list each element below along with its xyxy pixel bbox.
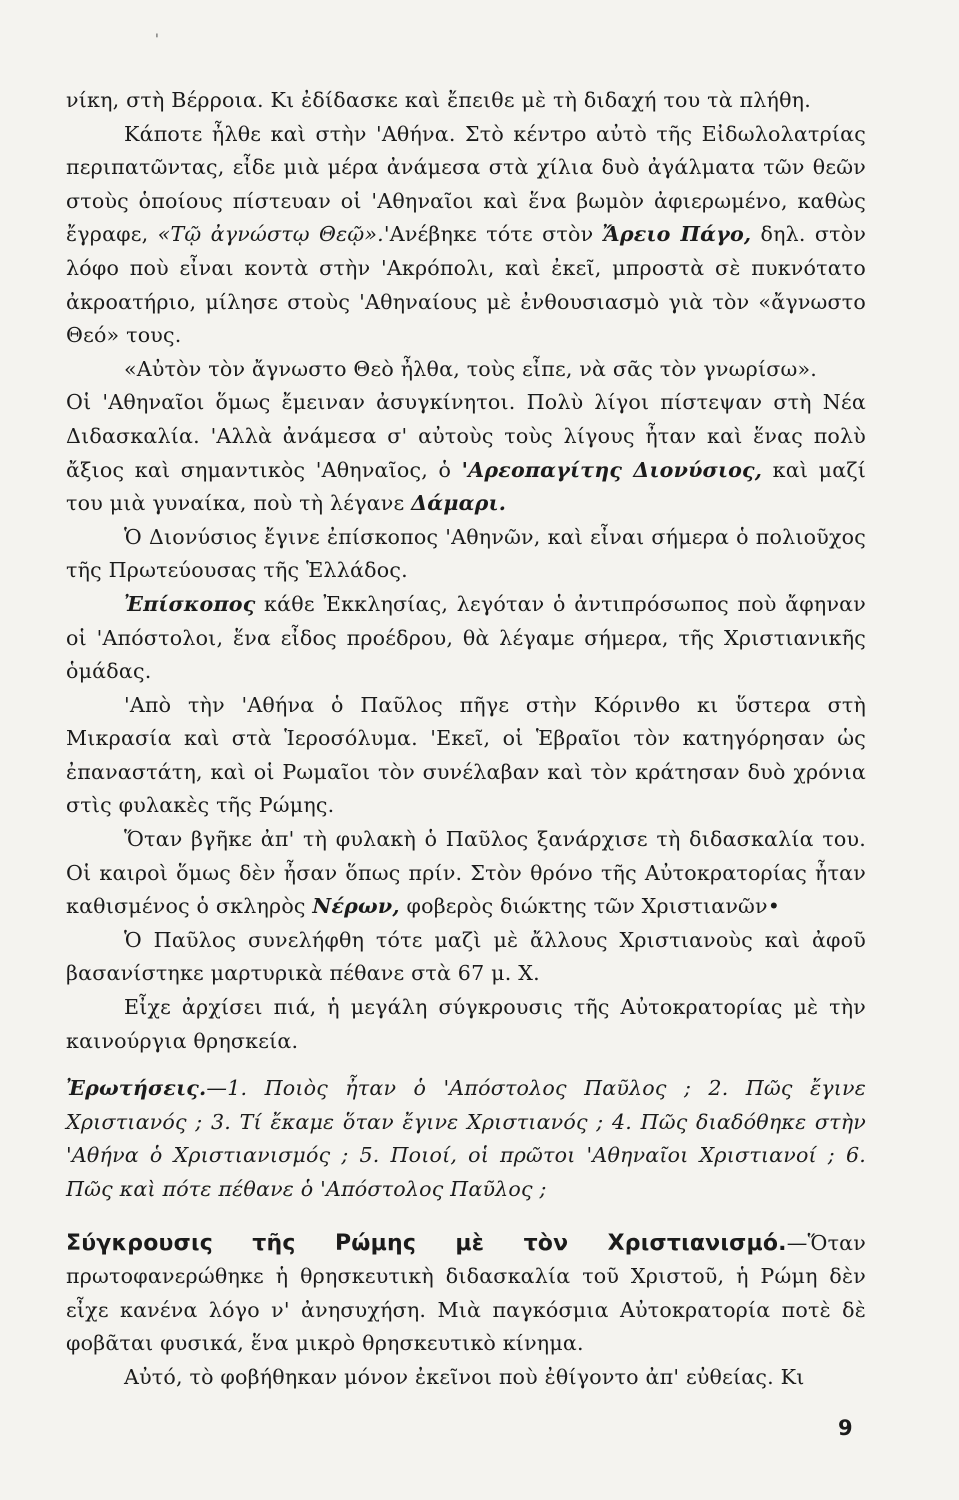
questions-label: Ἐρωτήσεις. — [66, 1076, 207, 1101]
paragraph — [66, 386, 866, 520]
paragraph — [66, 924, 866, 991]
questions — [66, 1072, 866, 1206]
text-run: νίκη, στὴ Βέρροια. Κι ἐδίδασκε καὶ ἔπειθε μὲ τὴ διδαχή του τὰ πλήθη. — [66, 88, 811, 112]
text-run: «Αὐτὸν τὸν ἄγνωστο Θεὸ ἦλθα, τοὺς εἶπε, νὰ σᾶς τὸν γνωρίσω». — [124, 356, 818, 381]
page-number: 9 — [838, 1416, 853, 1440]
paragraph — [66, 823, 866, 924]
section-heading: Σύγκρουσις τῆς Ρώμης μὲ τὸν Χριστιανισμό. — [66, 1230, 787, 1256]
paragraph — [66, 118, 866, 353]
text-run: Οἱ 'Αθηναῖοι ὅμως ἔμειναν ἀσυγκίνητοι. Πολὺ λίγοι πίστεψαν στὴ Νέα Διδασκαλία. 'Αλλὰ ἀνάμεσα σ' αὐτοὺς τοὺς λίγους ἦταν καὶ ἕνας πολὺ ἄξιος καὶ σημαντικὸς 'Αθηναῖος, ὁ — [66, 390, 866, 482]
section-text: —Ὅταν πρωτοφανερώθηκε ἡ θρησκευτικὴ διδασκαλία τοῦ Χριστοῦ, ἡ Ρώμη δὲν εἶχε κανένα λόγο ν' ἀνησυχήση. Μιὰ παγκόσμια Αὐτοκρατορία ποτὲ δὲ φοβᾶται φυσικά, ἕνα μικρὸ θρησκευτικὸ κίνημα. — [66, 1230, 866, 1356]
bold-term: Ἄρειο Πάγο, — [602, 222, 752, 247]
text-run: 'Ανέβηκε τότε στὸν — [383, 222, 603, 247]
paragraph — [66, 588, 866, 689]
bold-term: 'Αρεοπαγίτης Διονύσιος, — [461, 457, 763, 482]
italic-quote: «Τῷ ἀγνώστῳ Θεῷ». — [157, 222, 384, 247]
paragraph — [66, 353, 866, 387]
text-run: Ὁ Παῦλος συνελήφθη τότε μαζὶ μὲ ἄλλους Χριστιανοὺς καὶ ἀφοῦ βασανίστηκε μαρτυρικὰ πέθανε στὰ 67 μ. Χ. — [66, 927, 866, 986]
corner-mark: ' — [155, 32, 159, 48]
text-run: 'Απὸ τὴν 'Αθήνα ὁ Παῦλος πῆγε στὴν Κόρινθο κι ὕστερα στὴ Μικρασία καὶ στὰ Ἱεροσόλυμα. 'Εκεῖ, οἱ Ἑβραῖοι τὸν κατηγόρησαν ὡς ἐπαναστάτη, καὶ οἱ Ρωμαῖοι τὸν συνέλαβαν καὶ τὸν κράτησαν δυὸ χρόνια στὶς φυλακὲς τῆς Ρώμης. — [66, 692, 866, 818]
paragraph — [66, 689, 866, 823]
bold-term: Δάμαρι. — [411, 491, 507, 516]
body-text — [66, 84, 866, 1395]
text-run: Εἶχε ἀρχίσει πιά, ἡ μεγάλη σύγκρουσις τῆς Αὐτοκρατορίας μὲ τὴν καινούργια θρησκεία. — [66, 995, 866, 1053]
paragraph — [66, 991, 866, 1058]
text-run: φοβερὸς διώκτης τῶν Χριστιανῶν• — [399, 894, 781, 919]
text-run: Ὅταν βγῆκε ἀπ' τὴ φυλακὴ ὁ Παῦλος ξανάρχισε τὴ διδασκαλία του. Οἱ καιροὶ ὅμως δὲν ἦσαν ὅπως πρίν. Στὸν θρόνο τῆς Αὐτοκρατορίας ἦταν καθισμένος ὁ σκληρὸς — [66, 827, 866, 919]
paragraph — [66, 521, 866, 588]
text-run: Αὐτό, τὸ φοβήθηκαν μόνον ἐκεῖνοι ποὺ ἐθίγοντο ἀπ' εὐθείας. Κι — [124, 1364, 805, 1389]
text-run: καὶ μαζί του μιὰ γυναίκα, ποὺ τὴ λέγανε — [66, 457, 866, 516]
text-run: κάθε Ἐκκλησίας, λεγόταν ὁ ἀντιπρόσωπος ποὺ ἄφηναν οἱ 'Απόστολοι, ἕνα εἶδος προέδρου, θὰ λέγαμε σήμερα, τῆς Χριστιανικῆς ὁμάδας. — [66, 591, 866, 684]
paragraph — [66, 84, 866, 118]
paragraph — [66, 1361, 866, 1395]
section — [66, 1227, 866, 1361]
bold-term: Ἐπίσκοπος — [124, 591, 256, 616]
bold-term: Νέρων, — [312, 894, 400, 919]
text-run: Κάποτε ἦλθε καὶ στὴν 'Αθήνα. Στὸ κέντρο αὐτὸ τῆς Εἰδωλολατρίας περιπατῶντας, εἶδε μιὰ μέρα ἀνάμεσα στὰ χίλια δυὸ ἀγάλματα τῶν θεῶν στοὺς ὁποίους πίστευαν οἱ 'Αθηναῖοι καὶ ἕνα βωμὸν ἀφιερωμένο, καθὼς ἔγραφε, — [66, 121, 866, 247]
text-run: Ὁ Διονύσιος ἔγινε ἐπίσκοπος 'Αθηνῶν, καὶ εἶναι σήμερα ὁ πολιοῦχος τῆς Πρωτεύουσας τῆς Ἑλλάδος. — [66, 524, 866, 583]
questions-text: —1. Ποιὸς ἦταν ὁ 'Απόστολος Παῦλος ; 2. Πῶς ἔγινε Χριστιανός ; 3. Τί ἔκαμε ὅταν ἔγινε Χριστιανός ; 4. Πῶς διαδόθηκε στὴν 'Αθήνα ὁ Χριστιανισμός ; 5. Ποιοί, οἱ πρῶτοι 'Αθηναῖοι Χριστιανοί ; 6. Πῶς καὶ πότε πέθανε ὁ 'Απόστολος Παῦλος ; — [66, 1076, 866, 1201]
text-run: δηλ. στὸν λόφο ποὺ εἶναι κοντὰ στὴν 'Ακρόπολι, καὶ ἐκεῖ, μπροστὰ σὲ πυκνότατο ἀκροατήριο, μίλησε στοὺς 'Αθηναίους μὲ ἐνθουσιασμὸ γιὰ τὸν «ἄγνωστο Θεό» τους. — [66, 222, 867, 348]
